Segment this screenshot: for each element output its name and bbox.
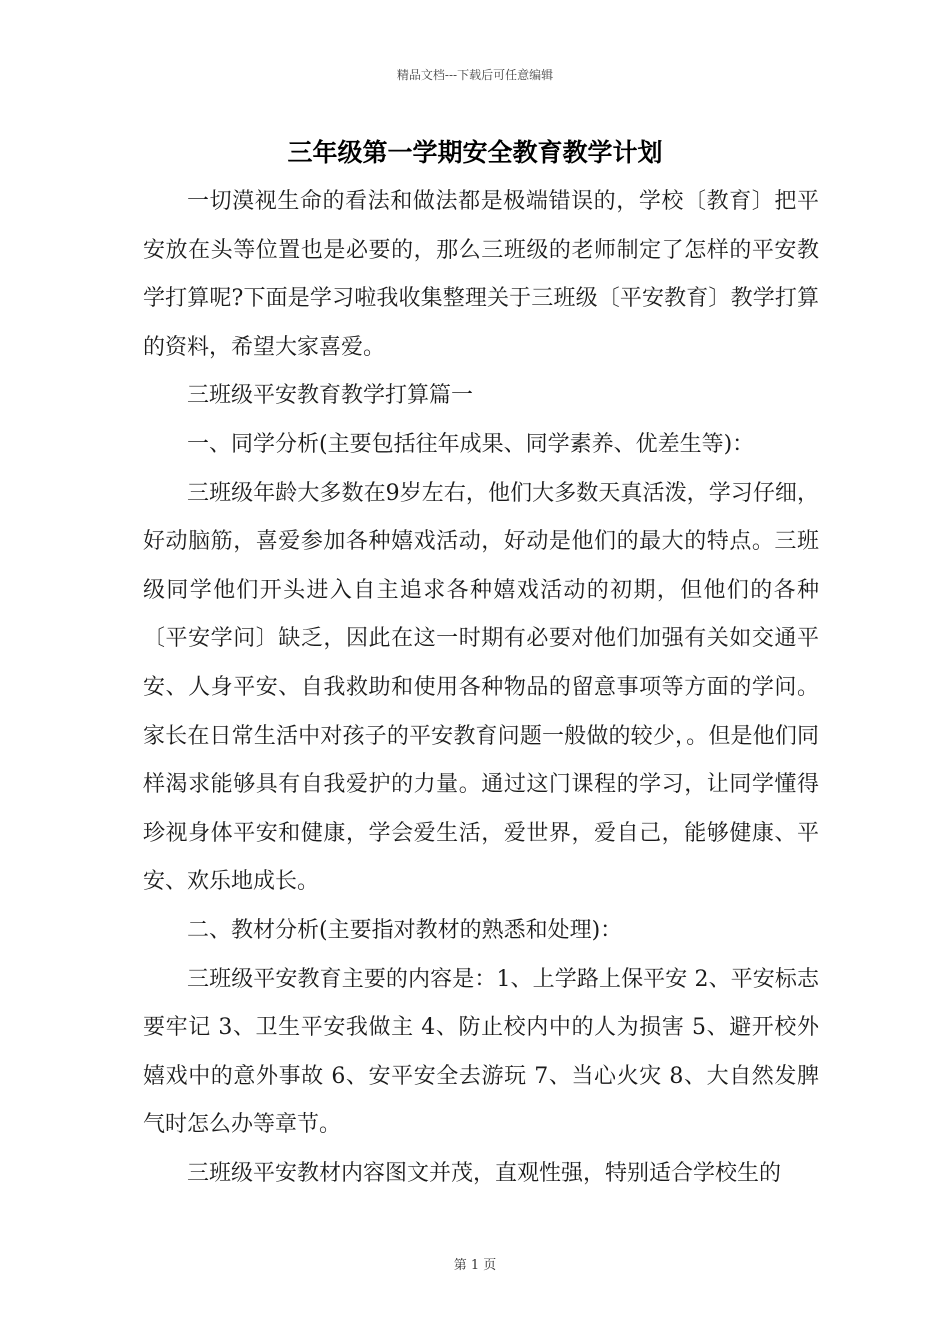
document-header-note: 精品文档---下载后可任意编辑 <box>396 68 554 82</box>
textbook-features-paragraph: 三班级平安教材内容图文并茂，直观性强，特别适合学校生的 <box>187 1160 782 1186</box>
page-number: 第 1 页 <box>453 1258 497 1273</box>
textbook-analysis-heading: 二、教材分析(主要指对教材的熟悉和处理)： <box>187 917 623 943</box>
student-analysis-heading: 一、同学分析(主要包括往年成果、同学素养、优差生等)： <box>187 431 755 457</box>
document-body <box>143 178 819 1198</box>
document-title: 三年级第一学期安全教育教学计划 <box>287 138 663 167</box>
section-heading: 三班级平安教育教学打算篇一 <box>187 383 474 409</box>
intro-paragraph: 一切漠视生命的看法和做法都是极端错误的，学校〔教育〕把平安放在头等位置也是必要的，那么三班级的老师制定了怎样的平安教学打算呢?下面是学习啦我收集整理关于三班级〔平安教育〕教学打算的资料，希望大家喜爱。 <box>143 189 819 360</box>
student-analysis-paragraph: 三班级年龄大多数在9岁左右，他们大多数天真活泼，学习仔细，好动脑筋，喜爱参加各种嬉戏活动，好动是他们的最大的特点。三班级同学他们开头进入自主追求各种嬉戏活动的初期，但他们的各种〔平安学问〕缺乏，因此在这一时期有必要对他们加强有关如交通平安、人身平安、自我救助和使用各种物品的留意事项等方面的学问。家长在日常生活中对孩子的平安教育问题一般做的较少，。但是他们同样渴求能够具有自我爱护的力量。通过这门课程的学习，让同学懂得珍视身体平安和健康，学会爱生活，爱世界，爱自己，能够健康、平安、欢乐地成长。 <box>143 480 819 895</box>
textbook-content-paragraph: 三班级平安教育主要的内容是：1、上学路上保平安 2、平安标志要牢记 3、卫生平安我做主 4、防止校内中的人为损害 5、避开校外嬉戏中的意外事故 6、安平安全去游玩 7、当心火灾 8、大自然发脾气时怎么办等章节。 <box>143 966 819 1138</box>
